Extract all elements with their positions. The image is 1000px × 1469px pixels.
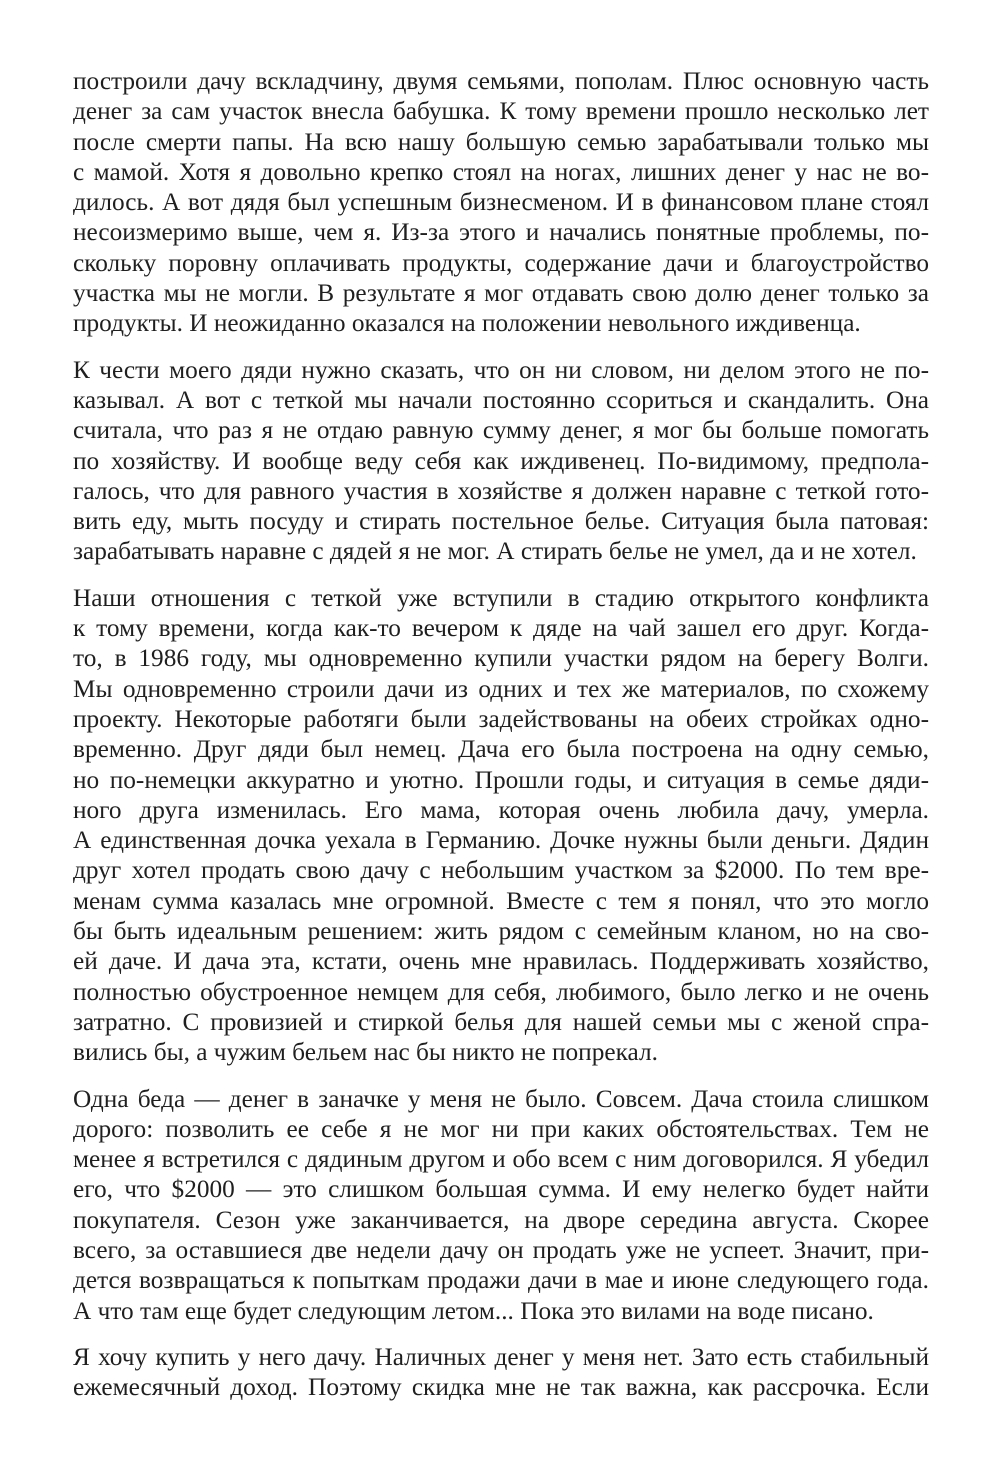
text-line: А единственная дочка уехала в Германию. Дочке нужны были деньги. Дядин	[73, 826, 929, 855]
text-line: покупателя. Сезон уже заканчивается, на дворе середина августа. Скорее	[73, 1205, 929, 1234]
text-line: друг хотел продать свою дачу с небольшим участком за $2000. По тем вре-	[73, 856, 929, 885]
text-line: денег за сам участок внесла бабушка. К тому времени прошло несколько лет	[73, 97, 929, 126]
text-line: дорого: позволить ее себе я не мог ни при каких обстоятельствах. Тем не	[73, 1114, 929, 1143]
paragraph	[73, 1084, 929, 1326]
paragraph	[73, 1342, 929, 1403]
text-line: Я хочу купить у него дачу. Наличных денег у меня нет. Зато есть стабильный	[73, 1342, 929, 1371]
text-line: ей даче. И дача эта, кстати, очень мне нравилась. Поддерживать хозяйство,	[73, 947, 929, 976]
text-line: после смерти папы. На всю нашу большую семью зарабатывали только мы	[73, 127, 929, 156]
paragraph	[73, 66, 929, 339]
text-line: дется возвращаться к попыткам продажи дачи в мае и июне следующего года.	[73, 1266, 929, 1295]
text-line: несоизмеримо выше, чем я. Из-за этого и начались понятные проблемы, по-	[73, 218, 929, 247]
text-line: зарабатывать наравне с дядей я не мог. А стирать белье не умел, да и не хотел.	[73, 537, 917, 566]
text-line: но по-немецки аккуратно и уютно. Прошли годы, и ситуация в семье дяди-	[73, 765, 929, 794]
text-line: галось, что для равного участия в хозяйстве я должен наравне с теткой гото-	[73, 476, 929, 505]
text-line: то, в 1986 году, мы одновременно купили участки рядом на берегу Волги.	[73, 644, 929, 673]
text-line: полностью обустроенное немцем для себя, любимого, было легко и не очень	[73, 977, 929, 1006]
text-line: Одна беда — денег в заначке у меня не было. Совсем. Дача стоила слишком	[73, 1084, 929, 1113]
text-line: построили дачу вскладчину, двумя семьями, пополам. Плюс основную часть	[73, 67, 929, 95]
text-line: К чести моего дяди нужно сказать, что он ни словом, ни делом этого не по-	[73, 355, 929, 384]
text-line: продукты. И неожиданно оказался на положении невольного иждивенца.	[73, 309, 861, 338]
book-page	[73, 66, 929, 1418]
text-line: казывал. А вот с теткой мы начали постоянно ссориться и скандалить. Она	[73, 385, 929, 414]
text-line: с мамой. Хотя я довольно крепко стоял на ногах, лишних денег у нас не во-	[73, 157, 929, 186]
text-line: проекту. Некоторые работяги были задействованы на обеих стройках одно-	[73, 704, 929, 733]
text-line: менам сумма казалась мне огромной. Вместе с тем я понял, что это могло	[73, 886, 929, 915]
text-line: по хозяйству. И вообще веду себя как иждивенец. По-видимому, предпола-	[73, 446, 929, 475]
text-line: участка мы не могли. В результате я мог отдавать свою долю денег только за	[73, 279, 929, 308]
text-line: к тому времени, когда как-то вечером к дяде на чай зашел его друг. Когда-	[73, 614, 929, 643]
text-line: менее я встретился с дядиным другом и обо всем с ним договорился. Я убедил	[73, 1145, 929, 1174]
text-line: А что там еще будет следующим летом... Пока это вилами на воде писано.	[73, 1296, 874, 1325]
text-line: считала, что раз я не отдаю равную сумму денег, я мог бы больше помогать	[73, 416, 929, 445]
text-line: Мы одновременно строили дачи из одних и тех же материалов, по схожему	[73, 674, 929, 703]
text-line: его, что $2000 — это слишком большая сумма. И ему нелегко будет найти	[73, 1175, 929, 1204]
text-line: Наши отношения с теткой уже вступили в стадию открытого конфликта	[73, 583, 929, 612]
text-line: вились бы, а чужим бельем нас бы никто не попрекал.	[73, 1038, 658, 1067]
text-line: затратно. С провизией и стиркой белья для нашей семьи мы с женой спра-	[73, 1007, 929, 1036]
text-line: временно. Друг дяди был немец. Дача его была построена на одну семью,	[73, 735, 929, 764]
text-line: дилось. А вот дядя был успешным бизнесменом. И в финансовом плане стоял	[73, 188, 929, 217]
text-line: ежемесячный доход. Поэтому скидка мне не так важна, как рассрочка. Если	[73, 1373, 929, 1402]
text-line: ного друга изменилась. Его мама, которая очень любила дачу, умерла.	[73, 795, 929, 824]
text-line: бы быть идеальным решением: жить рядом с семейным кланом, но на сво-	[73, 917, 929, 946]
text-line: вить еду, мыть посуду и стирать постельное белье. Ситуация была патовая:	[73, 507, 929, 536]
paragraph	[73, 583, 929, 1068]
text-line: всего, за оставшиеся две недели дачу он продать уже не успеет. Значит, при-	[73, 1235, 929, 1264]
text-line: скольку поровну оплачивать продукты, содержание дачи и благоустройство	[73, 248, 929, 277]
paragraph	[73, 355, 929, 567]
